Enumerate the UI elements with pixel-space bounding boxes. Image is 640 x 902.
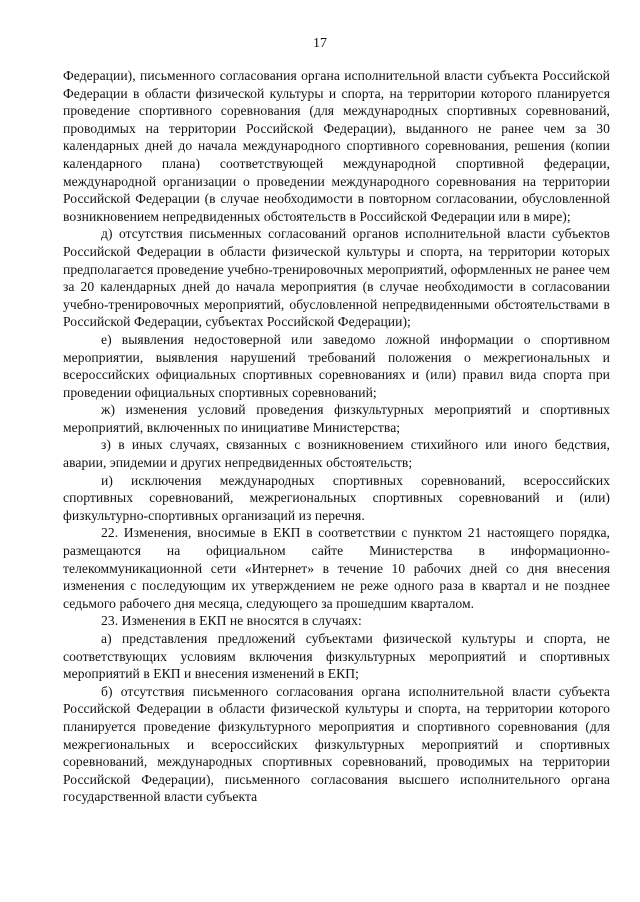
- paragraph-clause-22: 22. Изменения, вносимые в ЕКП в соответствии с пунктом 21 настоящего порядка, размещаются на официальном сайте Министерства в информационно-телекоммуникационной сети «Интернет» в течение 10 рабочих дней со дня внесения изменения с последующим их утверждением не реже одного раза в квартал и не позднее седьмого рабочего дня месяца, следующего за прошедшим кварталом.: [63, 525, 610, 611]
- paragraph-item-e: е) выявления недостоверной или заведомо ложной информации о спортивном мероприятии, выявления нарушений требований положения о межрегиональных и всероссийских официальных спортивных соревнованиях и (или) правил вида спорта при проведении официальных спортивных соревнований;: [63, 331, 610, 400]
- page-number: 17: [313, 36, 327, 51]
- paragraph-clause-23: 23. Изменения в ЕКП не вносятся в случаях:: [101, 613, 362, 629]
- paragraph-item-z: з) в иных случаях, связанных с возникновением стихийного или иного бедствия, аварии, эпидемии и других непредвиденных обстоятельств;: [63, 437, 610, 471]
- paragraph-item-d: д) отсутствия письменных согласований органов исполнительной власти субъектов Российской Федерации в области физической культуры и спорта, на территории которых предполагается проведение учебно-тренировочных мероприятий, оформленных не ранее чем за 20 календарных дней до начала мероприятия (в случае необходимости в согласовании учебно-тренировочных мероприятий, обусловленной непредвиденными обстоятельствами в Российской Федерации, субъектах Российской Федерации);: [63, 226, 610, 330]
- document-body: [63, 67, 610, 806]
- paragraph-item-zh: ж) изменения условий проведения физкультурных мероприятий и спортивных мероприятий, включенных по инициативе Министерства;: [63, 402, 610, 435]
- paragraph-continuation: Федерации), письменного согласования органа исполнительной власти субъекта Российской Федерации в области физической культуры и спорта, на территории которого планируется проведение спортивного соревнования (для международных спортивных соревнований, проводимых на территории Российской Федерации), выданного не ранее чем за 30 календарных дней до начала международного спортивного соревнования, решения (копии календарного плана) соответствующей международной спортивной федерации, международной организации о проведении международного соревнования на территории Российской Федерации (в случае необходимости в повторном согласовании, обусловленной возникновением непредвиденных обстоятельств в Российской Федерации или в мире);: [63, 68, 610, 224]
- paragraph-item-b: б) отсутствия письменного согласования органа исполнительной власти субъекта Российской Федерации в области физической культуры и спорта, на территории которого планируется проведение физкультурного мероприятия и спортивного соревнования (для межрегиональных и всероссийских физкультурных мероприятий и спортивных соревнований, международных спортивных соревнований, проводимых на территории Российской Федерации), письменного согласования высшего исполнительного органа государственной власти субъекта: [63, 683, 610, 805]
- paragraph-item-a: а) представления предложений субъектами физической культуры и спорта, не соответствующих условиям включения физкультурных мероприятий и спортивных мероприятий в ЕКП и внесения изменений в ЕКП;: [63, 631, 610, 682]
- paragraph-item-i: и) исключения международных спортивных соревнований, всероссийских спортивных соревнований, межрегиональных спортивных соревнований и (или) физкультурно-спортивных организаций из перечня.: [63, 472, 610, 523]
